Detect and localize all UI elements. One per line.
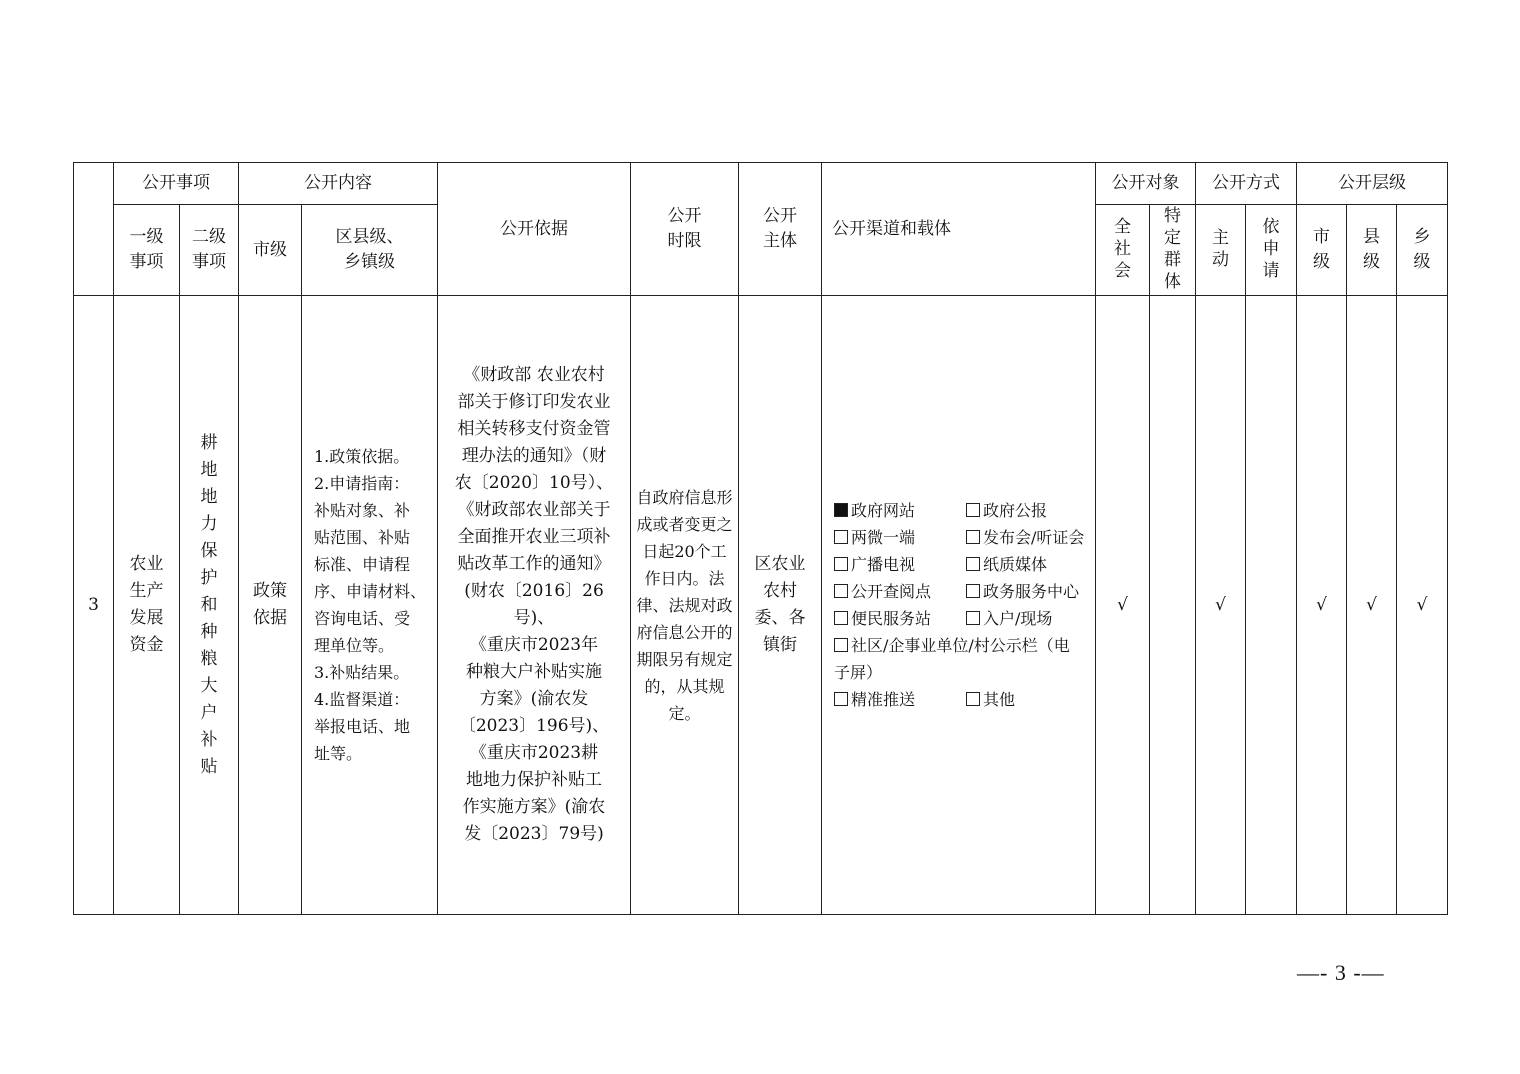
channel-paper-media[interactable]: 纸质媒体 — [966, 551, 1047, 578]
subject-header: 公开 主体 — [739, 163, 822, 296]
lvl-county-header: 县 级 — [1347, 205, 1397, 296]
checkbox-icon — [966, 557, 980, 571]
checkbox-icon — [966, 503, 980, 517]
lvl-city-header: 市 级 — [1297, 205, 1347, 296]
channel-service-center[interactable]: 政务服务中心 — [966, 578, 1079, 605]
checkbox-icon — [966, 530, 980, 544]
checkbox-icon — [834, 557, 848, 571]
checkbox-icon — [834, 584, 848, 598]
time-limit-text: 自政府信息形成或者变更之日起20个工作日内。法律、法规对政府信息公开的期限另有规定的，从其规定。 — [636, 487, 733, 723]
whole-society-header: 全社会 — [1114, 217, 1131, 281]
time-limit-header: 公开 时限 — [631, 163, 739, 296]
subject-text: 区农业农村委、各镇街 — [754, 554, 806, 655]
active-check: √ — [1196, 296, 1246, 915]
row-index: 3 — [74, 296, 114, 915]
basis-text: 《财政部 农业农村 部关于修订印发农业 相关转移支付资金管 理办法的通知》（财 农〔2020〕10号）、 《财政部农业部关于 全面推开农业三项补 贴改革工作的通知》 (财农〔2016〕26号)、 《重庆市2023年 种粮大户补贴实施 方案》(渝农发 〔2023〕196号)、 《重庆市2023耕 地地力保护补贴工 作实施方案》(渝农 发〔2023〕79号) — [454, 365, 614, 844]
channel-radio-tv[interactable]: 广播电视 — [834, 551, 966, 578]
target-header: 公开对象 — [1096, 163, 1196, 205]
level1-item-header: 一级 事项 — [114, 205, 180, 296]
on-request-check — [1246, 296, 1297, 915]
county-level-header: 区县级、 乡镇级 — [302, 205, 438, 296]
level2-item: 耕地地力保护和种粮大户补贴 — [200, 432, 218, 777]
checkbox-icon — [834, 611, 848, 625]
channels-header: 公开渠道和载体 — [822, 163, 1096, 296]
lvl-town-check: √ — [1397, 296, 1448, 915]
lvl-town-header: 乡 级 — [1397, 205, 1448, 296]
county-content: 1.政策依据。 2.申请指南： 补贴对象、补 贴范围、补贴 标准、申请程 序、申请材料、 咨询电话、受 理单位等。 3.补贴结果。 4.监督渠道： 举报电话、地 址等。 — [314, 447, 427, 763]
channel-gov-website[interactable]: 政府网站 — [834, 497, 966, 524]
table-row — [74, 296, 1448, 915]
city-level-header: 市级 — [239, 205, 302, 296]
basis-header: 公开依据 — [438, 163, 631, 296]
channel-press-hearing[interactable]: 发布会/听证会 — [966, 524, 1084, 551]
level2-item-header: 二级 事项 — [180, 205, 239, 296]
checkbox-icon — [966, 584, 980, 598]
checkbox-icon — [834, 638, 848, 652]
lvl-county-check: √ — [1347, 296, 1397, 915]
on-request-header: 依申请 — [1262, 217, 1280, 281]
city-content: 政策依据 — [252, 581, 287, 628]
checkbox-icon — [966, 611, 980, 625]
level-header: 公开层级 — [1297, 163, 1448, 205]
active-header: 主动 — [1212, 228, 1229, 270]
specific-group-check — [1150, 296, 1196, 915]
page-number: —- 3 -— — [1297, 960, 1385, 985]
disclosure-table — [73, 162, 1448, 915]
channel-two-micro-one[interactable]: 两微一端 — [834, 524, 966, 551]
lvl-city-check: √ — [1297, 296, 1347, 915]
specific-group-header: 特定群体 — [1164, 206, 1181, 292]
checkbox-icon — [966, 692, 980, 706]
public-item-header: 公开事项 — [114, 163, 239, 205]
channel-community-board[interactable]: 社区/企事业单位/村公示栏（电子屏） — [834, 636, 1070, 682]
whole-society-check: √ — [1096, 296, 1150, 915]
checked-box-icon — [834, 503, 848, 517]
level1-item: 农业生产发展资金 — [129, 554, 164, 655]
channel-household-site[interactable]: 入户/现场 — [966, 605, 1052, 632]
public-content-header: 公开内容 — [239, 163, 438, 205]
index-header-cell — [74, 163, 114, 296]
channel-public-reading[interactable]: 公开查阅点 — [834, 578, 966, 605]
channel-convenience-station[interactable]: 便民服务站 — [834, 605, 966, 632]
method-header: 公开方式 — [1196, 163, 1297, 205]
channel-precise-push[interactable]: 精准推送 — [834, 686, 966, 713]
channel-gov-gazette[interactable]: 政府公报 — [966, 497, 1047, 524]
checkbox-icon — [834, 692, 848, 706]
channels-list — [822, 497, 1095, 713]
checkbox-icon — [834, 530, 848, 544]
channel-other[interactable]: 其他 — [966, 686, 1015, 713]
